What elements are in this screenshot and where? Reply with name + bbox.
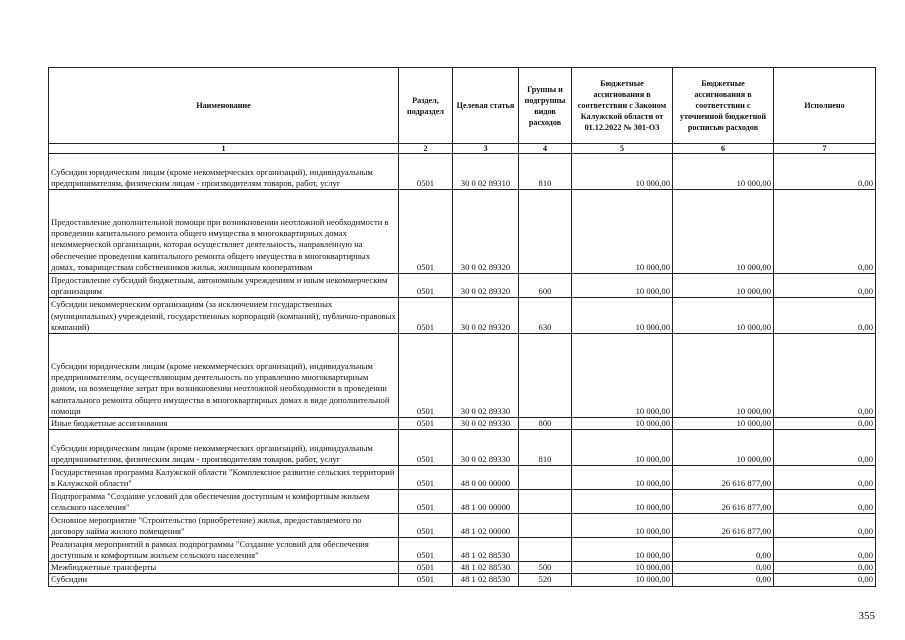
row-target: 48 1 02 00000 [453,514,519,538]
row-refined-amount: 10 000,00 [673,430,774,466]
row-law-amount: 10 000,00 [572,418,673,430]
row-section: 0501 [399,274,453,298]
row-group: 500 [519,562,572,574]
row-law-amount: 10 000,00 [572,514,673,538]
row-refined-amount: 0,00 [673,562,774,574]
row-executed-amount: 0,00 [774,430,876,466]
header-law: Бюджетные ассигнования в соответствии с Законом Калужской области от 01.12.2022 № 301-ОЗ [572,68,673,144]
table-row [49,538,876,562]
row-target: 30 0 02 89330 [453,334,519,418]
column-number: 2 [399,144,453,154]
row-name: Реализация мероприятий в рамках подпрограммы "Создание условий для обеспечения доступным и комфортным жильем сельского населения" [49,538,399,562]
row-section: 0501 [399,334,453,418]
row-name: Субсидии юридическим лицам (кроме некоммерческих организаций), индивидуальным предпринимателям, физическим лицам - производителям товаров, работ, услуг [49,154,399,190]
row-group: 800 [519,418,572,430]
row-target: 48 0 00 00000 [453,466,519,490]
column-number: 5 [572,144,673,154]
row-refined-amount: 26 616 877,00 [673,466,774,490]
row-law-amount: 10 000,00 [572,466,673,490]
row-target: 48 1 00 00000 [453,490,519,514]
row-name: Предоставление дополнительной помощи при возникновении неотложной необходимости в проведении капитального ремонта общего имущества в многоквартирных домах некоммерческой организации, которая осуществляет деятельность, направленную на обеспечение проведения капитального ремонта общего имущества в многоквартирных домах, товариществам собственников жилья, жилищным кооперативам [49,190,399,274]
row-law-amount: 10 000,00 [572,334,673,418]
row-section: 0501 [399,490,453,514]
row-target: 48 1 02 88530 [453,574,519,586]
row-name: Предоставление субсидий бюджетным, автономным учреждениям и иным некоммерческим организациям [49,274,399,298]
row-refined-amount: 26 616 877,00 [673,514,774,538]
row-group: 630 [519,298,572,334]
column-number: 6 [673,144,774,154]
row-executed-amount: 0,00 [774,466,876,490]
row-executed-amount: 0,00 [774,418,876,430]
table-row [49,562,876,574]
row-group [519,514,572,538]
row-executed-amount: 0,00 [774,334,876,418]
row-law-amount: 10 000,00 [572,430,673,466]
row-section: 0501 [399,190,453,274]
row-name: Субсидии юридическим лицам (кроме некоммерческих организаций), индивидуальным предпринимателям, физическим лицам - производителям товаров, работ, услуг [49,430,399,466]
row-law-amount: 10 000,00 [572,274,673,298]
row-refined-amount: 10 000,00 [673,418,774,430]
row-law-amount: 10 000,00 [572,490,673,514]
row-section: 0501 [399,574,453,586]
row-law-amount: 10 000,00 [572,562,673,574]
row-group: 810 [519,430,572,466]
header-group: Группы и подгруппы видов расходов [519,68,572,144]
row-executed-amount: 0,00 [774,274,876,298]
column-number-row [49,144,876,154]
row-target: 30 0 02 89320 [453,298,519,334]
row-executed-amount: 0,00 [774,514,876,538]
table-body [49,154,876,587]
row-group [519,538,572,562]
header-target: Целевая статья [453,68,519,144]
row-section: 0501 [399,466,453,490]
page-number: 355 [858,610,875,622]
row-name: Подпрограмма "Создание условий для обеспечения доступным и комфортным жильем сельского населения" [49,490,399,514]
row-target: 30 0 02 89330 [453,418,519,430]
table-row [49,298,876,334]
row-section: 0501 [399,538,453,562]
row-group: 520 [519,574,572,586]
table-row [49,190,876,274]
row-law-amount: 10 000,00 [572,538,673,562]
row-name: Основное мероприятие "Строительство (приобретение) жилья, предоставляемого по договору найма жилого помещения" [49,514,399,538]
row-executed-amount: 0,00 [774,562,876,574]
table-row [49,490,876,514]
row-section: 0501 [399,418,453,430]
row-target: 30 0 02 89330 [453,430,519,466]
column-number: 7 [774,144,876,154]
row-name: Субсидии юридическим лицам (кроме некоммерческих организаций), индивидуальным предпринимателям, осуществляющим деятельность по управлению многоквартирным домом, на возмещение затрат при возникновении неотложной необходимости в проведении капитального ремонта общего имущества в многоквартирных домах в виде дополнительной помощи [49,334,399,418]
budget-table [48,67,876,587]
table-row [49,274,876,298]
column-number: 4 [519,144,572,154]
row-name: Субсидии [49,574,399,586]
table-row [49,334,876,418]
row-executed-amount: 0,00 [774,298,876,334]
row-refined-amount: 0,00 [673,574,774,586]
table-row [49,154,876,190]
row-section: 0501 [399,154,453,190]
row-law-amount: 10 000,00 [572,574,673,586]
row-refined-amount: 10 000,00 [673,154,774,190]
row-name: Субсидии некоммерческим организациям (за исключением государственных (муниципальных) учреждений, государственных корпораций (компаний), публично-правовых компаний) [49,298,399,334]
row-name: Иные бюджетные ассигнования [49,418,399,430]
row-target: 30 0 02 89320 [453,190,519,274]
row-section: 0501 [399,430,453,466]
row-target: 48 1 02 88530 [453,562,519,574]
table-row [49,430,876,466]
row-target: 30 0 02 89320 [453,274,519,298]
row-group: 810 [519,154,572,190]
row-target: 30 0 02 89310 [453,154,519,190]
row-group [519,466,572,490]
row-executed-amount: 0,00 [774,490,876,514]
row-refined-amount: 10 000,00 [673,298,774,334]
row-law-amount: 10 000,00 [572,154,673,190]
row-refined-amount: 26 616 877,00 [673,490,774,514]
row-refined-amount: 10 000,00 [673,190,774,274]
table-row [49,574,876,586]
row-executed-amount: 0,00 [774,190,876,274]
row-group [519,190,572,274]
header-executed: Исполнено [774,68,876,144]
header-name: Наименование [49,68,399,144]
header-refined: Бюджетные ассигнования в соответствии с уточненной бюджетной росписью расходов [673,68,774,144]
table-row [49,466,876,490]
row-group [519,490,572,514]
row-executed-amount: 0,00 [774,154,876,190]
row-name: Государственная программа Калужской области "Комплексное развитие сельских территорий в Калужской области" [49,466,399,490]
row-refined-amount: 10 000,00 [673,274,774,298]
table-row [49,418,876,430]
table-row [49,514,876,538]
column-number: 3 [453,144,519,154]
row-section: 0501 [399,298,453,334]
row-law-amount: 10 000,00 [572,190,673,274]
row-name: Межбюджетные трансферты [49,562,399,574]
row-target: 48 1 02 88530 [453,538,519,562]
row-law-amount: 10 000,00 [572,298,673,334]
header-row [49,68,876,144]
column-number: 1 [49,144,399,154]
row-executed-amount: 0,00 [774,574,876,586]
row-refined-amount: 10 000,00 [673,334,774,418]
row-refined-amount: 0,00 [673,538,774,562]
header-section: Раздел, подраздел [399,68,453,144]
row-section: 0501 [399,562,453,574]
row-group: 600 [519,274,572,298]
row-section: 0501 [399,514,453,538]
row-group [519,334,572,418]
row-executed-amount: 0,00 [774,538,876,562]
